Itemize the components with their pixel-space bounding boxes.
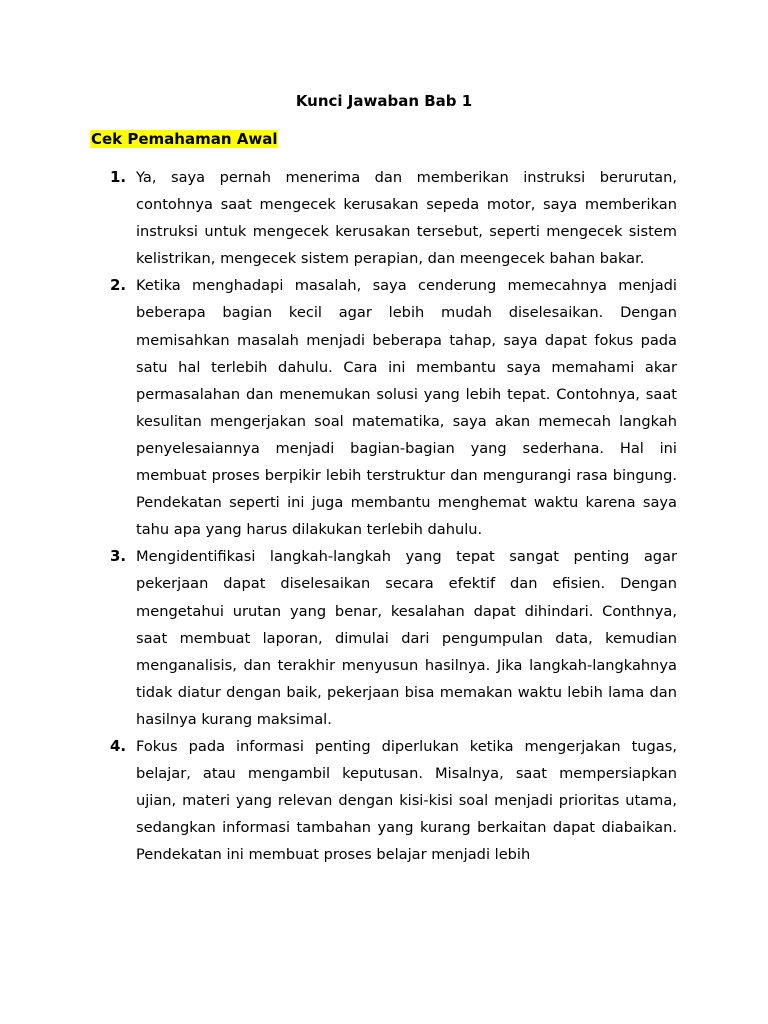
answer-text: Ketika menghadapi masalah, saya cenderung memecahnya menjadi beberapa bagian kecil agar lebih mudah diselesaikan. Dengan memisahkan masalah menjadi beberapa tahap, saya dapat fokus pada satu hal terlebih dahulu. Cara ini membantu saya memahami akar permasalahan dan menemukan solusi yang lebih tepat. Contohnya, saat kesulitan mengerjakan soal matematika, saya akan memecah langkah penyelesaiannya menjadi bagian-bagian yang sederhana. Hal ini membuat proses berpikir lebih terstruktur dan mengurangi rasa bingung. Pendekatan seperti ini juga membantu menghemat waktu karena saya tahu apa yang harus dilakukan terlebih dahulu. [136, 277, 677, 539]
answer-number: 2. [110, 276, 127, 295]
answer-item [110, 272, 677, 543]
document-title: Kunci Jawaban Bab 1 [295, 92, 473, 110]
answer-text: Fokus pada informasi penting diperlukan ketika mengerjakan tugas, belajar, atau mengambil keputusan. Misalnya, saat mempersiapkan ujian, materi yang relevan dengan kisi-kisi soal menjadi prioritas utama, sedangkan informasi tambahan yang kurang berkaitan dapat diabaikan. Pendekatan ini membuat proses belajar menjadi lebih [136, 737, 677, 864]
answer-text: Mengidentifikasi langkah-langkah yang tepat sangat penting agar pekerjaan dapat diselesaikan secara efektif dan efisien. Dengan mengetahui urutan yang benar, kesalahan dapat dihindari. Conthnya, saat membuat laporan, dimulai dari pengumpulan data, kemudian menganalisis, dan terakhir menyusun hasilnya. Jika langkah-langkahnya tidak diatur dengan baik, pekerjaan bisa memakan waktu lebih lama dan hasilnya kurang maksimal. [136, 548, 677, 728]
answer-item [110, 543, 677, 733]
answer-number: 4. [110, 736, 127, 755]
section-heading [90, 129, 278, 149]
answer-item [110, 733, 677, 868]
answer-number: 3. [110, 547, 127, 566]
answer-list [110, 164, 677, 868]
section-heading-label: Cek Pemahaman Awal [91, 130, 278, 148]
answer-text: Ya, saya pernah menerima dan memberikan instruksi berurutan, contohnya saat mengecek kerusakan sepeda motor, saya memberikan instruksi untuk mengecek kerusakan tersebut, seperti mengecek sistem kelistrikan, mengecek sistem perapian, dan meengecek bahan bakar. [136, 169, 677, 268]
answer-number: 1. [110, 168, 127, 186]
answer-item [110, 164, 677, 272]
